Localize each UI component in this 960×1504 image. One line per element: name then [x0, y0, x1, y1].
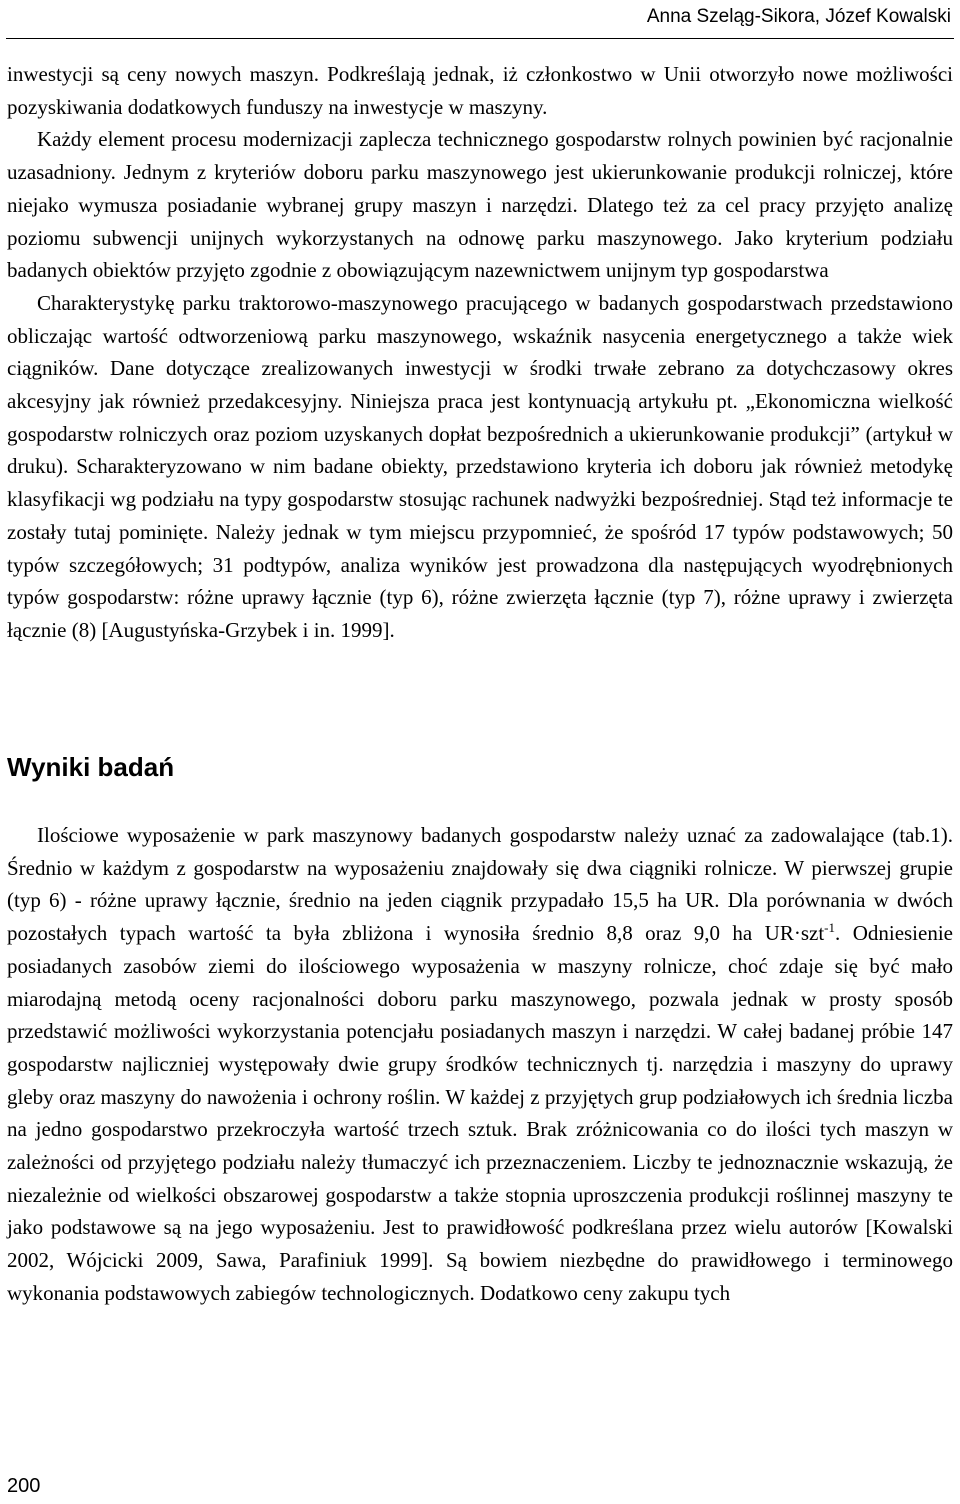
paragraph-characteristics: Charakterystykę parku traktorowo-maszynowego pracującego w badanych gospodarstwach przedstawiono obliczając wartość odtworzeniową parku maszynowego, wskaźnik nasycenia energetycznego a także wiek ciągników. Dane dotyczące zrealizowanych inwestycji w środki trwałe zebrano za dotychczasowy okres akcesyjny jak również przedakcesyjny. Niniejsza praca jest kontynuacją artykułu pt. „Ekonomiczna wielkość gospodarstw rolniczych oraz poziom uzyskanych dopłat bezpośrednich a ukierunkowanie produkcji” (artykuł w druku). Scharakteryzowano w nim badane obiekty, przedstawiono kryteria ich doboru jak również metodykę klasyfikacji wg podziału na typy gospodarstw stosując rachunek nadwyżki bezpośredniej. Stąd też informacje te zostały tutaj pominięte. Należy jednak w tym miejscu przypomnieć, że spośród 17 typów podstawowych; 50 typów szczegółowych; 31 podtypów, analiza wyników jest prowadzona dla następujących wyodrębnionych typów gospodarstw: różne uprawy łącznie (typ 6), różne zwierzęta łącznie (typ 7), różne uprawy i zwierzęta łącznie (8) [Augustyńska-Grzybek i in. 1999]. — [7, 290, 953, 642]
paragraph-continuation: inwestycji są ceny nowych maszyn. Podkreślają jednak, iż członkostwo w Unii otworzyło nowe możliwości pozyskiwania dodatkowych funduszy na inwestycje w maszyny. — [7, 62, 953, 119]
results-text — [7, 819, 953, 1310]
section-heading: Wyniki badań — [7, 752, 175, 782]
results-text-part1: Ilościowe wyposażenie w park maszynowy badanych gospodarstw należy uznać za zadowalające (tab.1). Średnio w każdym z gospodarstw na wyposażeniu znajdowały się dwa ciągniki rolnicze. W pierwszej grupie (typ 6) - różne uprawy łącznie, średnio na jeden ciągnik przypadało 15,5 ha UR. Dla porównania w dwóch pozostałych typach wartość ta była zbliżona i wynosiła średnio 8,8 oraz 9,0 ha UR·szt — [7, 823, 953, 946]
intro-text — [7, 58, 953, 647]
running-head: Anna Szeląg-Sikora, Józef Kowalski — [646, 6, 951, 27]
paragraph-modernization: Każdy element procesu modernizacji zaplecza technicznego gospodarstw rolnych powinien być racjonalnie uzasadniony. Jednym z kryteriów doboru parku maszynowego jest ukierunkowanie produkcji rolniczej, które niejako wymusza posiadanie wybranej grupy maszyn i narzędzi. Dlatego też za cel pracy przyjęto analizę poziomu subwencji unijnych wykorzystanych na odnowę parku maszynowego. Jako kryterium podziału badanych obiektów przyjęto zgodnie z obowiązującym nazewnictwem unijnym typ gospodarstwa — [7, 127, 953, 283]
results-text-part2: . Odniesienie posiadanych zasobów ziemi do ilościowego wyposażenia w maszyny rolnicze, choć zdaje się być mało miarodajną metodą oceny racjonalności doboru parku maszynowego, pozwala jednak w prosty sposób przedstawić możliwości wykorzystania potencjału posiadanych maszyn i narzędzi. W całej badanej próbie 147 gospodarstw najliczniej występowały dwie grupy środków technicznych tj. narzędzia i maszyny do uprawy gleby oraz maszyny do nawożenia i ochrony roślin. W każdej z przyjętych grup podziałowych ich średnia liczba na jedno gospodarstwo przekroczyła wartość trzech sztuk. Brak zróżnicowania co do ilości tych maszyn w zależności od przyjętego podziału należy tłumaczyć ich przeznaczeniem. Liczby te jednoznacznie wskazują, że niezależnie od wielkości obszarowej gospodarstw a także stopnia uproszczenia produkcji roślinnej maszyny te jako podstawowe są na jego wyposażeniu. Jest to prawidłowość podkreślana przez wielu autorów [Kowalski 2002, Wójcicki 2009, Sawa, Parafiniuk 1999]. Są bowiem niezbędne do prawidłowego i terminowego wykonania podstawowych zabiegów technologicznych. Dodatkowo ceny zakupu tych — [7, 921, 953, 1305]
unit-exponent: -1 — [824, 920, 835, 936]
page-number: 200 — [7, 1475, 41, 1497]
header-rule — [6, 38, 954, 39]
